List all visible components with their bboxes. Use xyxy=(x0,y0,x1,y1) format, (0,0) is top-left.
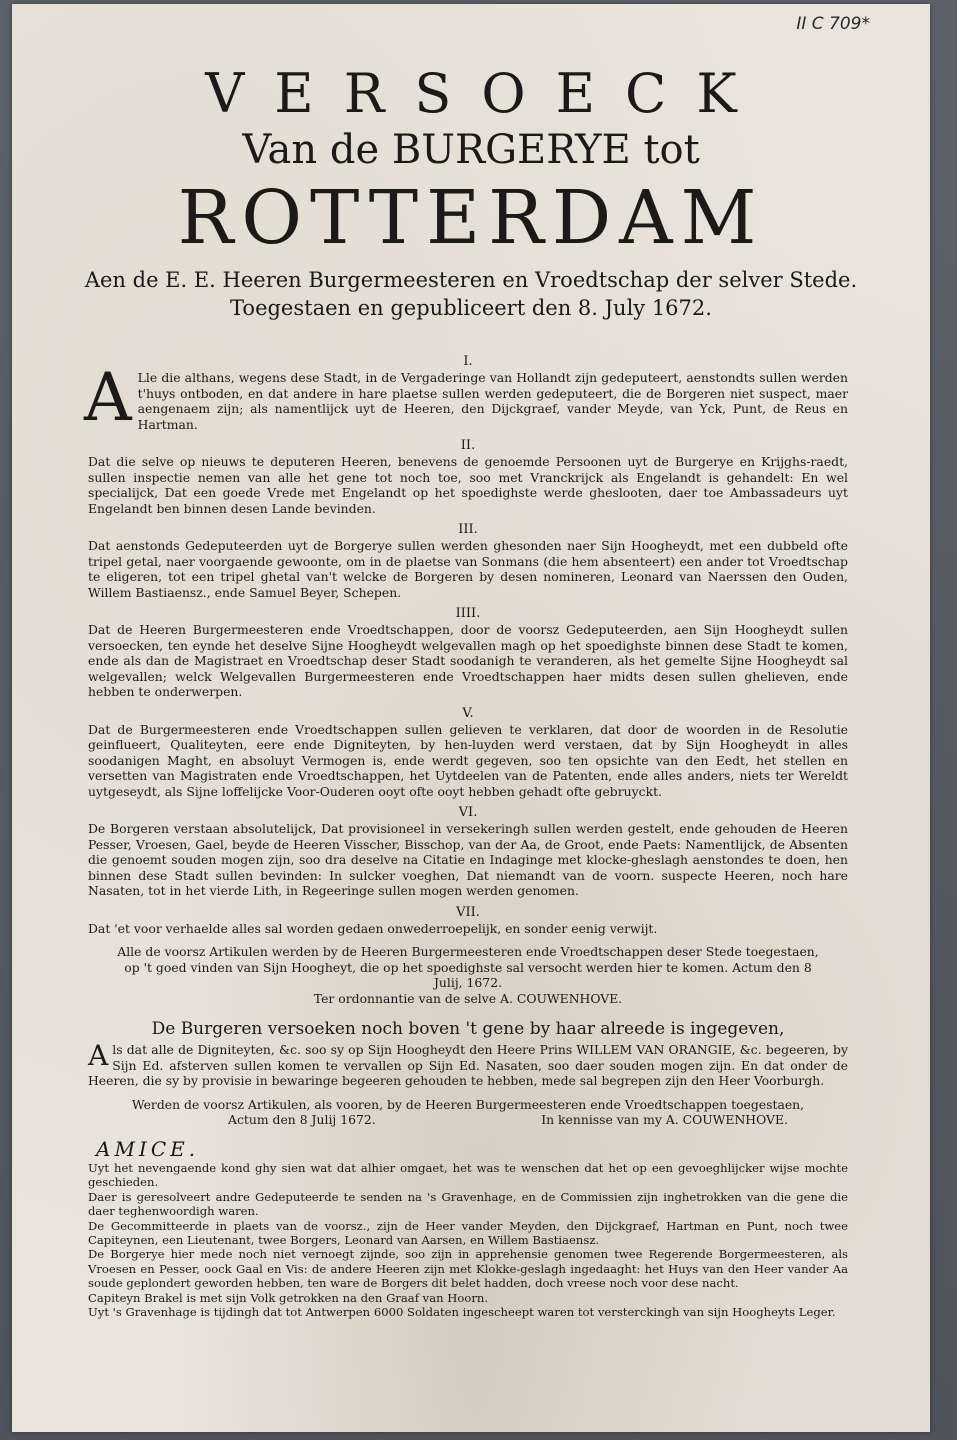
second-approval-note: Werden de voorsz Artikulen, als vooren, by de Heeren Burgermeesteren ende Vroedtschappen toegestaen, xyxy=(131,1096,805,1112)
article-number: VII. xyxy=(456,904,480,920)
drop-capital: A xyxy=(84,359,132,436)
amice-heading: AMICE. xyxy=(96,1136,200,1161)
article-body: Dat aenstonds Gedeputeerden uyt de Borgerye sullen werden ghesonden naer Sijn Hoogheydt, met een dubbeld ofte tripel getal, naer voorgaende gewoonte, om in de plaetse van Sonmans (die hem absenteert) een ander tot Vroedtschap te eligeren, tot een tripel ghetal van't welcke de Borgeren by desen nomineren, Leonard van Naerssen den Ouden, Willem Bastiaensz., ende Samuel Beyer, Schepen. xyxy=(88,538,848,600)
article-number: IIII. xyxy=(455,606,481,621)
title-van-de-burgerye: Van de BURGERYE tot xyxy=(242,127,700,173)
article xyxy=(88,606,848,700)
article-number: V. xyxy=(462,705,474,721)
second-request-heading: De Burgeren versoeken noch boven 't gene by haar alreede is ingegeven, xyxy=(151,1019,785,1039)
article xyxy=(84,354,848,436)
article xyxy=(88,706,848,800)
second-request-text xyxy=(88,1039,848,1089)
article-body: Lle die althans, wegens dese Stadt, in de Vergaderinge van Hollandt zijn gedeputeert, aenstondts sullen werden t'huys ontboden, en dat andere in hare plaetse sullen werden gedeputeert, die de Borgeren niet suspect, maer aengenaem zijn; als namentlijck uyt de Heeren, den Dijckgraef, vander Meyde, van Yck, Punt, de Reus en Hartman. xyxy=(137,370,848,432)
amice-line: Daer is geresolveert andre Gedeputeerde te senden na 's Gravenhage, en de Commissien zijn inghetrokken van die gene die daer teghenwoordigh waren. xyxy=(88,1189,848,1219)
amice-line: Uyt 's Gravenhage is tijdingh dat tot Antwerpen 6000 Soldaten ingescheept waren tot versterckingh van sijn Hoogheyts Leger. xyxy=(88,1305,836,1320)
article-text xyxy=(84,359,848,436)
amice-line: Capiteyn Brakel is met sijn Volk getrokken na den Graaf van Hoorn. xyxy=(88,1290,489,1305)
second-signature-line xyxy=(88,1112,848,1128)
amice-letter xyxy=(88,1136,848,1320)
title-rotterdam: ROTTERDAM xyxy=(177,175,765,261)
article xyxy=(88,522,848,600)
title-addressee: Aen de E. E. Heeren Burgermeesteren en Vroedtschap der selver Stede. xyxy=(84,268,858,292)
approval-note: Alle de voorsz Artikulen werden by de Heeren Burgermeesteren ende Vroedtschappen deser Stede toegestaen, op 't goed vinden van Sijn Hoogheyt, die op het spoedighste sal versocht werden hier te komen. Actum den 8 Julij, 1672. xyxy=(117,944,819,990)
approval-signature: Ter ordonnantie van de selve A. COUWENHOVE. xyxy=(313,990,623,1006)
article-body: Dat de Burgermeesteren ende Vroedtschappen sullen gelieven te verklaren, dat door de woorden in de Resolutie geinflueert, Qualiteyten, eere ende Digniteyten, by hen-luyden werd verstaen, dat by Sijn Hoogheydt in alles soodanigen Maght, en absoluyt Vermogen is, ende werdt gegeven, soo ten opsichte van den Eedt, het stellen en versetten van Magistraten ende Vroedtschappen, het Uytdeelen van de Patenten, ende alles anders, niets ter Wereldt uytgeseydt, als Sijne loffelijcke Voor-Ouderen ooyt ofte ooyt hebben gehadt ofte gebruyckt. xyxy=(88,721,848,799)
second-approval-date: Actum den 8 Julij 1672. xyxy=(228,1112,376,1127)
article-body: Dat de Heeren Burgermeesteren ende Vroedtschappen, door de voorsz Gedeputeerden, aen Sijn Hoogheydt sullen versoecken, ten eynde het deselve Sijne Hoogheydt welgevallen magh op het spoedighste binnen dese Stadt te komen, ende als dan de Magistraet en Vroedtschap deser Stadt soodanigh te veranderen, als het gemelte Sijne Hoogheydt sal welgevallen; welck Welgevallen Burgermeesteren ende Vroedtschappen haer midts desen sullen ghelieven, ende hebben te onderwerpen. xyxy=(88,622,848,699)
second-request-body: ls dat alle de Digniteyten, &c. soo sy op Sijn Hoogheydt den Heere Prins WILLEM VAN ORANGIE, &c. begeeren, by Sijn Ed. afsterven sullen komen te vervallen op Sijn Ed. Nasaten, soo daer souden mogen zijn. En dat onder de Heeren, die sy by provisie in bewaringe begeeren gehouden te hebben, mede sal begrepen zijn den Heer Voorburgh. xyxy=(88,1042,848,1088)
title-published-date: Toegestaen en gepubliceert den 8. July 1672. xyxy=(230,296,712,320)
second-approval-signature: In kennisse van my A. COUWENHOVE. xyxy=(541,1112,788,1127)
article-body: Dat die selve op nieuws te deputeren Heeren, benevens de genoemde Persoonen uyt de Burgerye en Krijghs-raedt, sullen inspectie nemen van alle het gene tot noch toe, soo met Vranckrijck als Engelandt is gehandelt: En wel specialijck, Dat een goede Vrede met Engelandt op het spoedighste werde gheslooten, daer toe Ambassadeurs uyt Engelandt ben binnen desen Lande bevinden. xyxy=(88,454,848,516)
placard-sheet xyxy=(12,4,930,1432)
article-number: III. xyxy=(458,522,478,537)
article xyxy=(88,905,848,937)
amice-line: De Borgerye hier mede noch niet vernoegt zijnde, soo zijn in apprehensie genomen twee Regerende Borgermeesteren, als Vroesen en Pesser, oock Gaal en Vis: de andere Heeren zijn met Klokke-geslagh ingedaaght: het Huys van den Heer vander Aa soude geplondert geworden hebben, ten ware de Borgers dit belet hadden, doch vreese noch voor dese nacht. xyxy=(88,1247,848,1291)
article-number: II. xyxy=(460,438,476,453)
article-body: De Borgeren verstaan absolutelijck, Dat provisioneel in versekeringh sullen werden gestelt, ende gehouden de Heeren Pesser, Vroesen, Gael, beyde de Heeren Visscher, Bisschop, van der Aa, de Groot, ende Paets: Namentlijck, de Absenten die genoemt souden mogen zijn, soo dra deselve na Citatie en Indaginge met klocke-gheslagh aenstondes te doen, hen binnen dese Stadt sullen bevinden: In sulcker voeghen, Dat niemandt van de voorn. suspecte Heeren, noch hare Nasaten, tot in het vierde Lith, in Regeeringe sullen mogen werden genomen. xyxy=(88,821,848,898)
drop-capital: A xyxy=(88,1039,109,1072)
article-body: Dat 'et voor verhaelde alles sal worden gedaen onwederroepelijk, en sonder eenig verwijt. xyxy=(88,920,658,936)
article xyxy=(88,805,848,899)
article-number: VI. xyxy=(458,805,478,820)
article xyxy=(88,438,848,516)
title-versoeck: VERSOECK xyxy=(205,62,767,125)
amice-line: Uyt het nevengaende kond ghy sien wat dat alhier omgaet, het was te wenschen dat het op een gevoeghlijcker wijse mochte geschieden. xyxy=(88,1161,848,1190)
amice-line: De Gecommitteerde in plaets van de voorsz., zijn de Heer vander Meyden, den Dijckgraef, Hartman en Punt, noch twee Capiteynen, een Lieutenant, twee Borgers, Leonard van Aarsen, en Willem Bastiaensz. xyxy=(88,1218,848,1248)
article-number: I. xyxy=(463,354,473,369)
articles-section xyxy=(84,348,848,1320)
title-block xyxy=(12,64,930,322)
shelfmark: II C 709* xyxy=(796,14,870,34)
